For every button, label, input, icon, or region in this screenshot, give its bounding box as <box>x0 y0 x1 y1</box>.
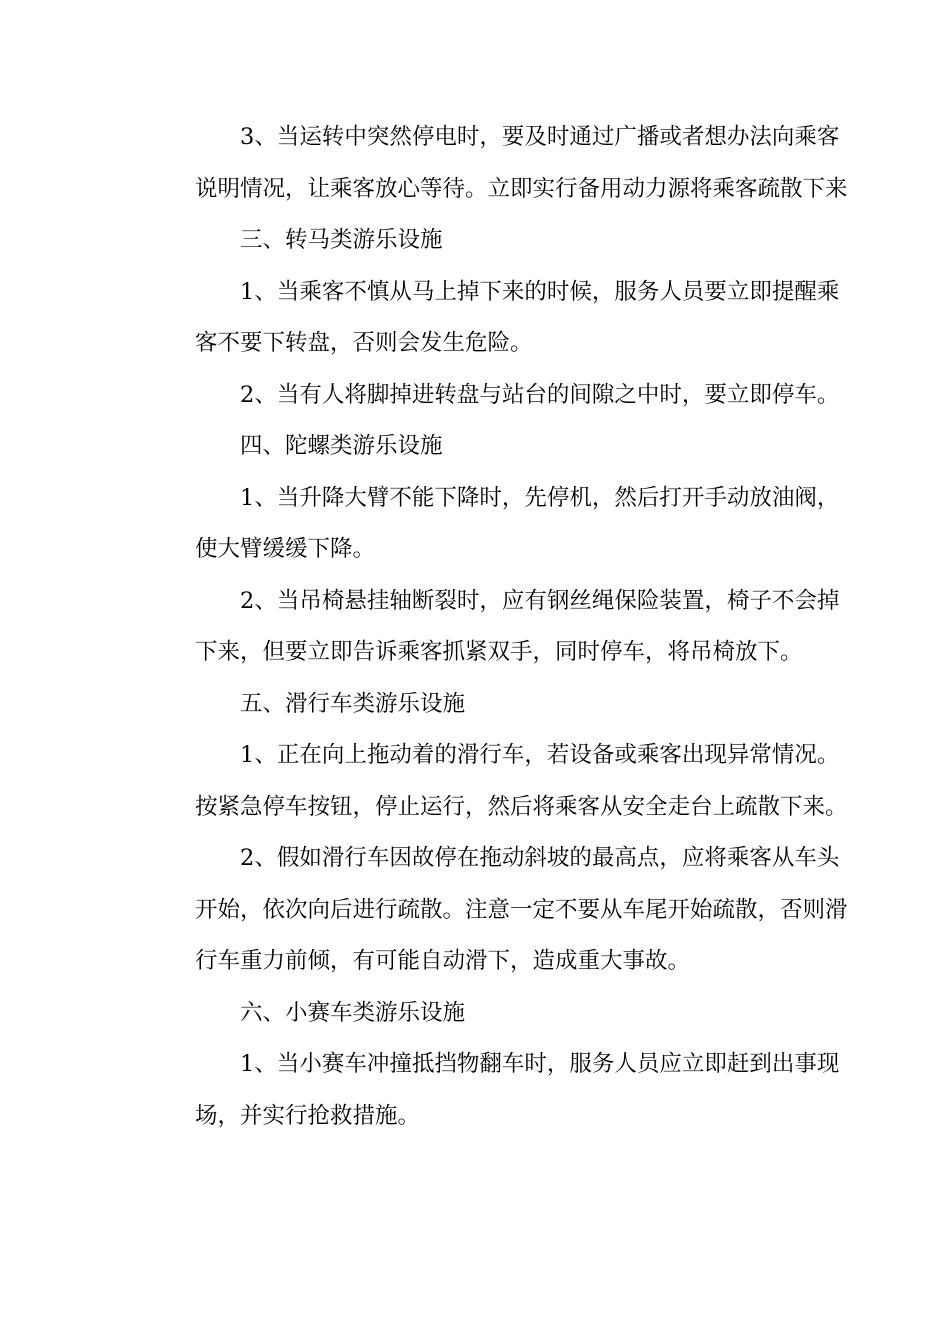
text-line: 使大臂缓缓下降。 <box>195 536 376 562</box>
section-heading: 五、滑行车类游乐设施 <box>240 690 466 717</box>
paragraph-gokart-rollover <box>150 1039 840 1142</box>
paragraph-gyro-chair <box>150 576 840 679</box>
section-heading-gokart <box>150 988 800 1040</box>
text-line: 场，并实行抢救措施。 <box>195 1102 421 1129</box>
section-heading-carousel <box>150 215 800 267</box>
text-line: 行车重力前倾，有可能自动滑下，造成重大事故。 <box>195 948 691 974</box>
text-line: 1、正在向上拖动着的滑行车，若设备或乘客出现异常情况。 <box>240 742 840 768</box>
paragraph-power-outage <box>150 112 848 215</box>
text-line: 开始，依次向后进行疏散。注意一定不要从车尾开始疏散，否则滑 <box>195 896 848 923</box>
document-body <box>150 112 848 1142</box>
text-line: 按紧急停车按钮，停止运行，然后将乘客从安全走台上疏散下来。 <box>195 793 848 820</box>
section-heading-coaster <box>150 679 800 731</box>
paragraph-coaster-slope <box>150 833 848 988</box>
paragraph-carousel-gap <box>150 370 840 422</box>
section-heading-gyro <box>150 421 800 473</box>
text-line: 下来，但要立即告诉乘客抓紧双手，同时停车，将吊椅放下。 <box>195 639 803 665</box>
text-line: 说明情况，让乘客放心等待。立即实行备用动力源将乘客疏散下来 <box>195 175 848 202</box>
paragraph-gyro-arm <box>150 473 840 576</box>
text-line: 1、当升降大臂不能下降时，先停机，然后打开手动放油阀， <box>240 484 840 511</box>
text-line: 1、当乘客不慎从马上掉下来的时候，服务人员要立即提醒乘 <box>240 278 840 305</box>
text-line: 2、当吊椅悬挂轴断裂时，应有钢丝绳保险装置，椅子不会掉 <box>240 587 840 614</box>
paragraph-carousel-fall <box>150 267 840 370</box>
text-line: 2、假如滑行车因故停在拖动斜坡的最高点，应将乘客从车头 <box>240 845 840 871</box>
text-line: 2、当有人将脚掉进转盘与站台的间隙之中时，要立即停车。 <box>240 381 840 408</box>
section-heading: 六、小赛车类游乐设施 <box>240 999 466 1026</box>
paragraph-coaster-tow <box>150 730 848 833</box>
section-heading: 四、陀螺类游乐设施 <box>240 433 443 459</box>
text-line: 1、当小赛车冲撞抵挡物翻车时，服务人员应立即赶到出事现 <box>240 1051 840 1077</box>
text-line: 3、当运转中突然停电时，要及时通过广播或者想办法向乘客 <box>240 124 840 150</box>
text-line: 客不要下转盘，否则会发生危险。 <box>195 330 533 356</box>
section-heading: 三、转马类游乐设施 <box>240 227 443 253</box>
